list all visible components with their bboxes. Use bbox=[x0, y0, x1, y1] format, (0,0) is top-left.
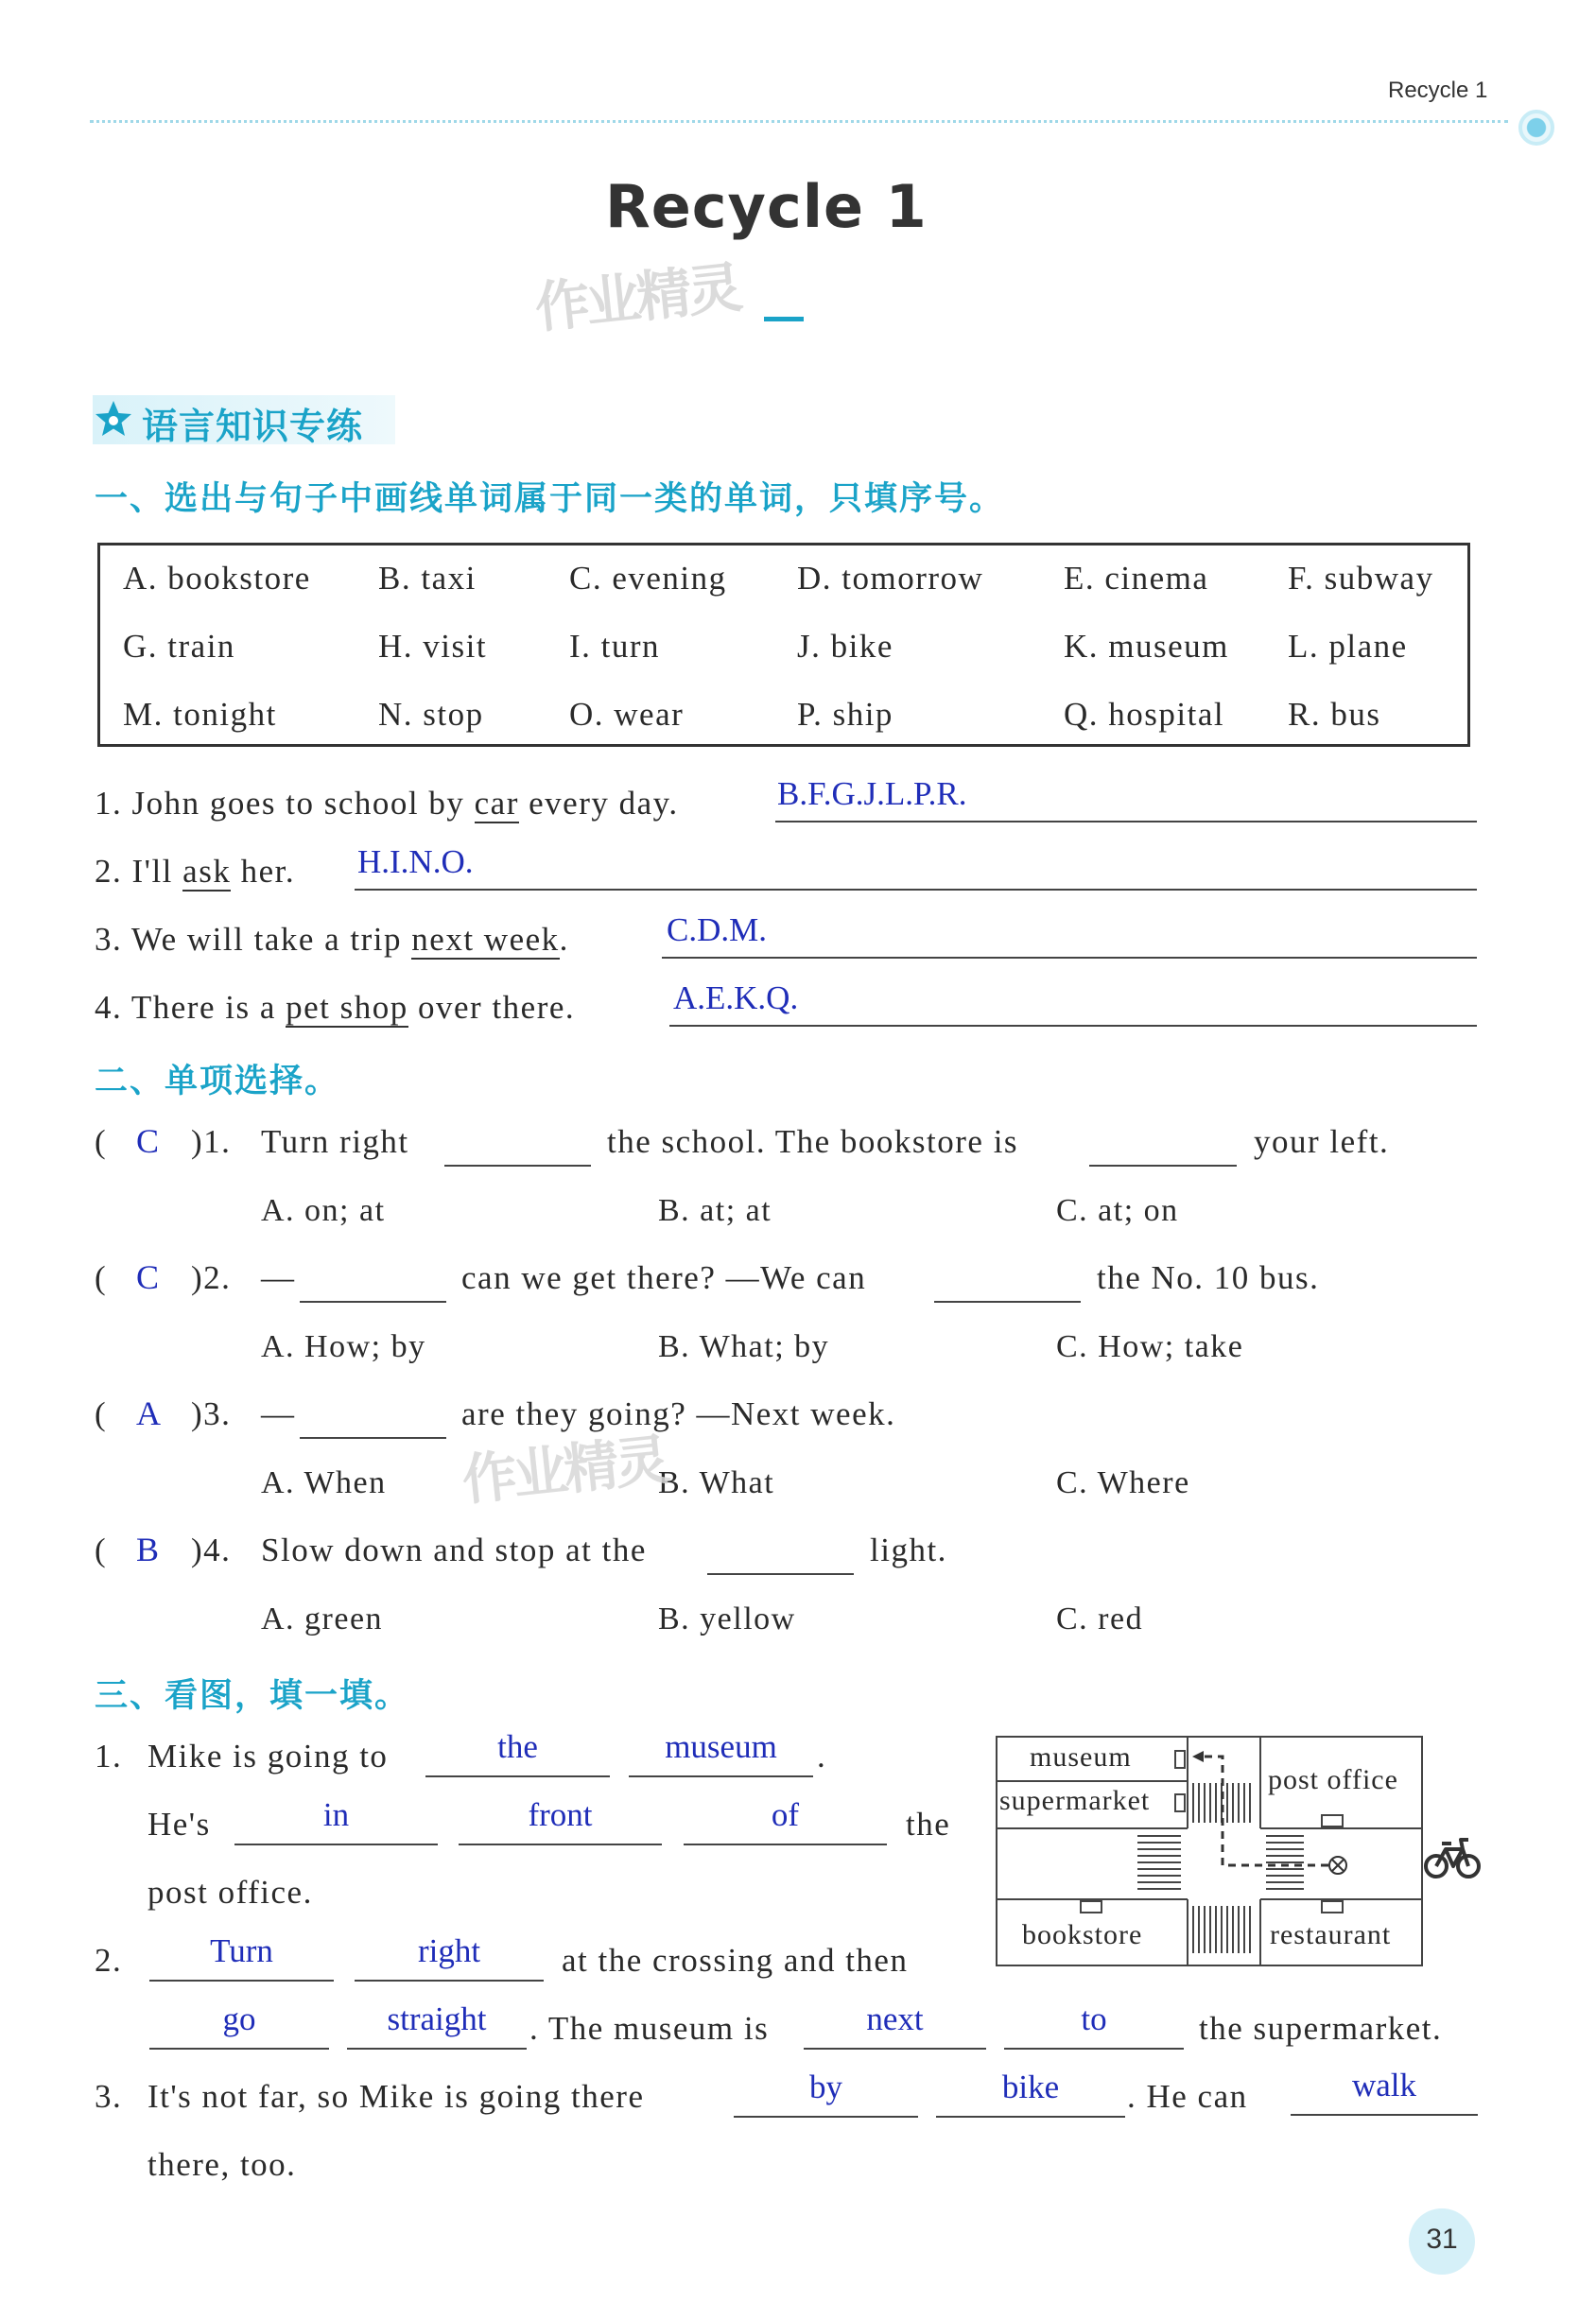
answer-line[interactable] bbox=[355, 889, 1477, 891]
s2-q2-paren: ( bbox=[95, 1259, 108, 1296]
q-text: We will take a trip bbox=[130, 921, 403, 958]
s2-q2-p1: — bbox=[261, 1259, 296, 1296]
s3-q2-end: the supermarket. bbox=[1199, 2010, 1443, 2047]
option-c: C. Where bbox=[1056, 1465, 1190, 1500]
option: G. train bbox=[123, 628, 235, 665]
option: M. tonight bbox=[123, 696, 277, 733]
s1-q2 bbox=[95, 853, 295, 891]
q-text: There is a bbox=[130, 989, 276, 1026]
blank[interactable] bbox=[300, 1301, 446, 1303]
s2-q1-p2: the school. The bookstore is bbox=[607, 1123, 1019, 1160]
s2-q3-num: )3. bbox=[191, 1395, 232, 1432]
section3-heading: 三、看图，填一填。 bbox=[95, 1677, 410, 1715]
option: A. bookstore bbox=[123, 560, 311, 597]
q-num: 1. bbox=[95, 785, 123, 822]
s3-q2-num: 2. bbox=[95, 1942, 123, 1979]
underlined-word: pet shop bbox=[286, 989, 408, 1026]
option: F. subway bbox=[1288, 560, 1434, 597]
q-num: 4. bbox=[95, 989, 123, 1026]
answer: B.F.G.J.L.P.R. bbox=[777, 775, 967, 812]
q-text: every day. bbox=[529, 785, 679, 822]
blank[interactable] bbox=[1089, 1165, 1237, 1167]
s2-q4-num: )4. bbox=[191, 1532, 232, 1568]
answer-blank[interactable]: by bbox=[734, 2069, 918, 2118]
answer-blank[interactable]: to bbox=[1004, 2000, 1184, 2050]
q-text: I'll bbox=[131, 853, 173, 890]
option: B. taxi bbox=[378, 560, 477, 597]
q-num: 3. bbox=[95, 921, 123, 958]
q-text: over there. bbox=[418, 989, 576, 1026]
option-a: A. How; by bbox=[261, 1329, 426, 1364]
s2-q2-p3: the No. 10 bus. bbox=[1097, 1259, 1320, 1296]
bike-icon bbox=[1423, 1832, 1482, 1881]
map-supermarket: supermarket bbox=[999, 1785, 1151, 1816]
answer-blank[interactable]: go bbox=[149, 2000, 329, 2050]
q-num: 2. bbox=[95, 853, 123, 890]
s3-q2-mid: at the crossing and then bbox=[562, 1942, 909, 1979]
running-title: Recycle 1 bbox=[1388, 78, 1488, 103]
option-b: B. at; at bbox=[658, 1193, 772, 1228]
answer-blank[interactable]: right bbox=[355, 1932, 544, 1982]
answer: H.I.N.O. bbox=[357, 843, 474, 880]
s2-q4-p1: Slow down and stop at the bbox=[261, 1532, 647, 1568]
page-title: Recycle 1 bbox=[605, 172, 928, 241]
option: O. wear bbox=[569, 696, 685, 733]
q-text: her. bbox=[240, 853, 296, 890]
option-c: C. red bbox=[1056, 1601, 1144, 1636]
s3-q3-num: 3. bbox=[95, 2078, 123, 2115]
map-post-office: post office bbox=[1268, 1764, 1398, 1795]
option-b: B. What bbox=[658, 1465, 775, 1500]
option-c: C. at; on bbox=[1056, 1193, 1179, 1228]
s2-q1-paren: ( bbox=[95, 1123, 108, 1160]
option-c: C. How; take bbox=[1056, 1329, 1244, 1364]
underlined-word: car bbox=[474, 785, 519, 822]
s3-q1-dot: . bbox=[817, 1738, 827, 1775]
answer-line[interactable] bbox=[662, 957, 1477, 959]
s3-q3-line2: there, too. bbox=[147, 2146, 297, 2183]
s2-q2-p2: can we get there? —We can bbox=[461, 1259, 867, 1296]
header-dotted-rule bbox=[90, 120, 1508, 123]
option: R. bus bbox=[1288, 696, 1381, 733]
underlined-word: next week bbox=[411, 921, 560, 958]
s2-q3-paren: ( bbox=[95, 1395, 108, 1432]
answer-blank[interactable]: straight bbox=[347, 2000, 527, 2050]
page-number: 31 bbox=[1426, 2224, 1458, 2255]
s2-q4-answer: B bbox=[136, 1531, 160, 1568]
s2-q1-num: )1. bbox=[191, 1123, 232, 1160]
s2-q3-p1: — bbox=[261, 1395, 296, 1432]
s2-q4-paren: ( bbox=[95, 1532, 108, 1568]
answer-line[interactable] bbox=[775, 821, 1477, 822]
s3-q1-the: the bbox=[906, 1806, 951, 1843]
section2-heading: 二、单项选择。 bbox=[95, 1063, 340, 1100]
option: I. turn bbox=[569, 628, 661, 665]
underlined-word: ask bbox=[182, 853, 232, 890]
q-text: . bbox=[559, 921, 569, 958]
option: K. museum bbox=[1064, 628, 1229, 665]
answer: A.E.K.Q. bbox=[673, 979, 799, 1016]
s2-q1-p3: your left. bbox=[1254, 1123, 1390, 1160]
answer-blank[interactable]: of bbox=[684, 1796, 887, 1845]
blank[interactable] bbox=[934, 1301, 1081, 1303]
s2-q4-p2: light. bbox=[870, 1532, 947, 1568]
s1-q1 bbox=[95, 785, 679, 822]
banner-text: 语言知识专练 bbox=[142, 405, 364, 447]
blank[interactable] bbox=[444, 1165, 591, 1167]
s3-q1-line1: Mike is going to bbox=[147, 1738, 389, 1775]
option-a: A. green bbox=[261, 1601, 384, 1636]
option: Q. hospital bbox=[1064, 696, 1225, 733]
answer-blank[interactable]: in bbox=[234, 1796, 438, 1845]
answer-blank[interactable]: museum bbox=[629, 1728, 813, 1777]
blank[interactable] bbox=[707, 1573, 854, 1575]
blank[interactable] bbox=[300, 1437, 446, 1439]
street-map bbox=[996, 1736, 1423, 1966]
s3-q1-line3: post office. bbox=[147, 1874, 313, 1911]
option: P. ship bbox=[797, 696, 893, 733]
answer-blank[interactable]: walk bbox=[1291, 2067, 1478, 2116]
option: E. cinema bbox=[1064, 560, 1209, 597]
option-a: A. When bbox=[261, 1465, 387, 1500]
watermark: 作业精灵 bbox=[531, 254, 742, 341]
section1-heading: 一、选出与句子中画线单词属于同一类的单词，只填序号。 bbox=[95, 480, 1005, 518]
option: H. visit bbox=[378, 628, 488, 665]
option: N. stop bbox=[378, 696, 484, 733]
answer-blank[interactable]: bike bbox=[936, 2069, 1125, 2118]
s3-q1-num: 1. bbox=[95, 1738, 123, 1775]
s3-q2-mid2: . The museum is bbox=[529, 2010, 770, 2047]
option: C. evening bbox=[569, 560, 727, 597]
answer-blank[interactable]: the bbox=[425, 1728, 610, 1777]
star-icon bbox=[93, 399, 134, 441]
map-museum: museum bbox=[1030, 1741, 1132, 1773]
s2-q1-answer: C bbox=[136, 1122, 160, 1160]
watermark: 作业精灵 bbox=[459, 1427, 669, 1514]
header-circle-icon bbox=[1518, 110, 1554, 146]
s2-q2-num: )2. bbox=[191, 1259, 232, 1296]
s3-q1-he: He's bbox=[147, 1806, 211, 1843]
s2-q3-answer: A bbox=[136, 1394, 161, 1432]
s3-q3-mid: . He can bbox=[1127, 2078, 1248, 2115]
s3-q3-line1: It's not far, so Mike is going there bbox=[147, 2078, 645, 2115]
option: D. tomorrow bbox=[797, 560, 984, 597]
answer: C.D.M. bbox=[667, 911, 767, 948]
q-text: John goes to school by bbox=[131, 785, 465, 822]
title-dash bbox=[764, 317, 804, 321]
answer-blank[interactable]: Turn bbox=[149, 1932, 334, 1982]
option: J. bike bbox=[797, 628, 893, 665]
map-bookstore: bookstore bbox=[1022, 1919, 1143, 1950]
s1-q4 bbox=[95, 989, 575, 1027]
answer-blank[interactable]: front bbox=[459, 1796, 662, 1845]
option: L. plane bbox=[1288, 628, 1408, 665]
answer-blank[interactable]: next bbox=[804, 2000, 986, 2050]
option-b: B. yellow bbox=[658, 1601, 796, 1636]
s2-q1-p1: Turn right bbox=[261, 1123, 409, 1160]
s2-q2-answer: C bbox=[136, 1258, 160, 1296]
answer-line[interactable] bbox=[669, 1025, 1477, 1027]
s2-q3-p2: are they going? —Next week. bbox=[461, 1395, 896, 1432]
s1-q3 bbox=[95, 921, 569, 959]
map-restaurant: restaurant bbox=[1270, 1919, 1392, 1950]
option-b: B. What; by bbox=[658, 1329, 830, 1364]
option-a: A. on; at bbox=[261, 1193, 386, 1228]
